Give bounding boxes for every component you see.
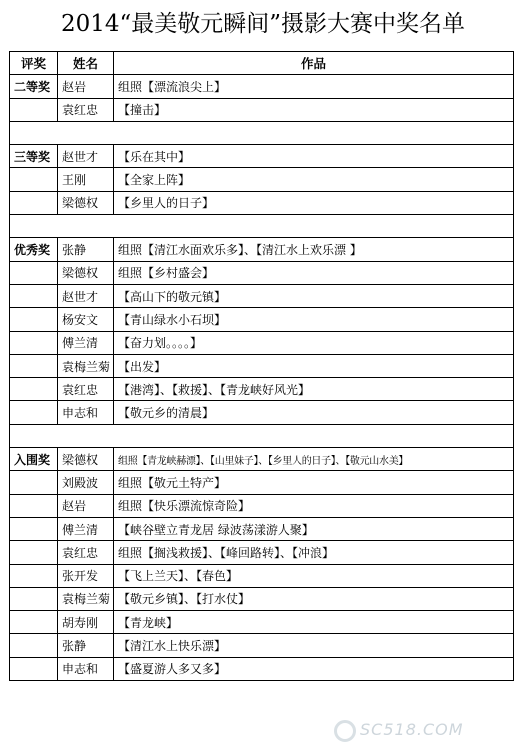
table-row [10,657,514,680]
award-cell-empty [10,564,58,587]
table-row [10,587,514,610]
work-title: 【高山下的敬元镇】 [114,284,514,307]
winner-name: 梁德权 [58,191,114,214]
table-row [10,354,514,377]
work-title: 【清江水上快乐漂】 [114,634,514,657]
winner-name: 袁红忠 [58,541,114,564]
watermark-text: SC518.COM [360,720,464,739]
award-cell-empty [10,191,58,214]
work-title: 组照【青龙峡赫漂】、【山里妹子】、【乡里人的日子】、【敬元山水美】 [114,448,514,471]
award-cell-empty [10,587,58,610]
work-title: 【敬元乡镇】、【打水仗】 [114,587,514,610]
winner-name: 张开发 [58,564,114,587]
work-title: 组照【清江水面欢乐多】、【清江水上欢乐漂 】 [114,238,514,261]
spacer-cell [10,424,514,447]
award-cell-empty [10,541,58,564]
table-row [10,308,514,331]
work-title: 【青龙峡】 [114,611,514,634]
spacer-row [10,121,514,144]
award-cell-empty [10,517,58,540]
winner-name: 张静 [58,634,114,657]
work-title: 【乐在其中】 [114,145,514,168]
work-title: 组照【乡村盛会】 [114,261,514,284]
header-name: 姓名 [58,52,114,75]
award-level: 二等奖 [10,75,58,98]
award-level: 三等奖 [10,145,58,168]
work-title: 【出发】 [114,354,514,377]
work-title: 【全家上阵】 [114,168,514,191]
award-cell-empty [10,331,58,354]
winner-name: 袁红忠 [58,378,114,401]
work-title: 【撞击】 [114,98,514,121]
work-title: 【盛夏游人多又多】 [114,657,514,680]
work-title: 【港湾】、【救援】、【青龙峡好风光】 [114,378,514,401]
work-title: 【青山绿水小石坝】 [114,308,514,331]
spacer-cell [10,121,514,144]
winner-name: 申志和 [58,657,114,680]
award-cell-empty [10,401,58,424]
winner-name: 傅兰清 [58,331,114,354]
work-title: 【乡里人的日子】 [114,191,514,214]
table-row [10,611,514,634]
site-watermark [334,716,464,744]
winner-name: 赵世才 [58,284,114,307]
table-row [10,471,514,494]
winner-name: 申志和 [58,401,114,424]
work-title: 组照【敬元土特产】 [114,471,514,494]
work-title: 【奋力划。。。。】 [114,331,514,354]
winner-name: 袁红忠 [58,98,114,121]
winner-name: 胡寿刚 [58,611,114,634]
award-level: 优秀奖 [10,238,58,261]
winner-name: 刘殿波 [58,471,114,494]
winner-name: 梁德权 [58,261,114,284]
winner-name: 袁梅兰菊 [58,587,114,610]
work-title: 【峡谷壁立青龙居 绿波荡漾游人聚】 [114,517,514,540]
spacer-row [10,424,514,447]
winner-name: 王刚 [58,168,114,191]
table-row [10,378,514,401]
award-cell-empty [10,378,58,401]
winner-name: 赵世才 [58,145,114,168]
table-row [10,145,514,168]
winner-name: 赵岩 [58,75,114,98]
spacer-row [10,215,514,238]
ring-logo-icon [334,720,356,742]
work-title: 【飞上兰天】、【春色】 [114,564,514,587]
table-row [10,331,514,354]
winner-name: 杨安文 [58,308,114,331]
award-cell-empty [10,494,58,517]
table-row [10,494,514,517]
table-row [10,564,514,587]
award-cell-empty [10,261,58,284]
work-title: 【敬元乡的清晨】 [114,401,514,424]
table-row [10,168,514,191]
spacer-cell [10,215,514,238]
work-title: 组照【快乐漂流惊奇险】 [114,494,514,517]
table-row [10,517,514,540]
winner-name: 梁德权 [58,448,114,471]
header-award: 评奖 [10,52,58,75]
table-row [10,284,514,307]
table-row [10,238,514,261]
winners-table [9,51,514,681]
winner-name: 张静 [58,238,114,261]
table-row [10,98,514,121]
table-row [10,75,514,98]
award-cell-empty [10,98,58,121]
table-row [10,634,514,657]
award-cell-empty [10,634,58,657]
table-row [10,191,514,214]
winner-name: 袁梅兰菊 [58,354,114,377]
table-row [10,541,514,564]
award-cell-empty [10,308,58,331]
table-row [10,261,514,284]
award-cell-empty [10,168,58,191]
work-title: 组照【搁浅救援】、【峰回路转】、【冲浪】 [114,541,514,564]
award-level: 入围奖 [10,448,58,471]
table-row [10,448,514,471]
work-title: 组照【漂流浪尖上】 [114,75,514,98]
award-cell-empty [10,284,58,307]
award-cell-empty [10,354,58,377]
winner-name: 傅兰清 [58,517,114,540]
winner-name: 赵岩 [58,494,114,517]
table-header-row [10,52,514,75]
table-row [10,401,514,424]
award-cell-empty [10,471,58,494]
award-cell-empty [10,657,58,680]
header-work: 作品 [114,52,514,75]
award-cell-empty [10,611,58,634]
page-title: 2014“最美敬元瞬间”摄影大赛中奖名单 [60,11,466,37]
